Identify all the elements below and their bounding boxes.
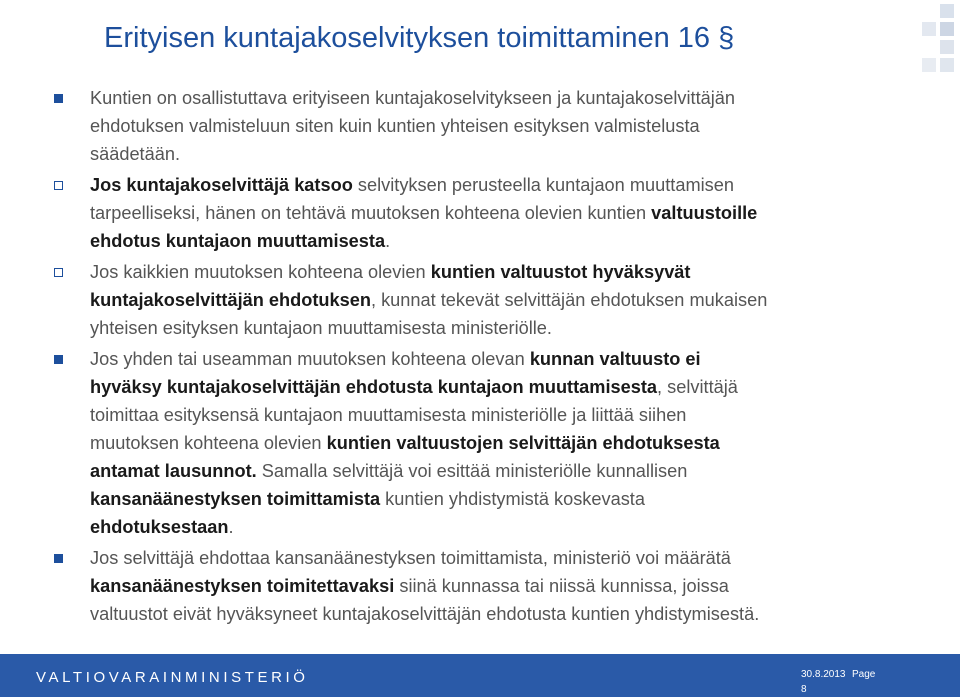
bold-text: kuntajakoselvittäjän ehdotuksen [90,290,371,310]
footer-date: 30.8.2013 [801,669,846,680]
text-segment: , selvittäjä [657,377,738,397]
bullet-line [90,258,932,286]
bullet-line [90,140,932,168]
text-segment: toimittaa esityksensä kuntajaon muuttamisesta ministeriölle ja liittää siihen [90,405,687,425]
text-segment: valtuustot eivät hyväksyneet kuntajakoselvittäjän ehdotusta kuntien yhdistymisestä. [90,604,760,624]
text-segment: Jos yhden tai useamman muutoksen kohteena olevan [90,349,530,369]
text-segment: kuntien yhdistymistä koskevasta [380,489,645,509]
text-segment: Samalla selvittäjä voi esittää ministeriölle kunnallisen [256,461,688,481]
bold-text: kunnan valtuusto ei [529,349,701,369]
bullet-line [90,572,932,600]
square-bullet-icon [54,554,63,563]
square-bullet-icon [54,268,63,277]
text-segment: , kunnat tekevät selvittäjän ehdotuksen mukaisen [370,290,768,310]
bullet-line [90,286,932,314]
text-segment: . [385,231,391,251]
text-segment: selvityksen perusteella kuntajaon muuttamisen [352,175,734,195]
text-segment: siinä kunnassa tai niissä kunnissa, joissa [394,576,729,596]
bullet-line [90,199,932,227]
footer-page-number: 8 [801,684,807,695]
bold-text: kuntien valtuustot hyväksyvät [430,262,691,282]
text-segment: yhteisen esityksen kuntajaon muuttamisesta ministeriölle. [90,318,552,338]
text-segment: . [228,517,234,537]
bullet-line [90,314,932,342]
bullet-item [52,258,932,342]
bullet-line [90,227,932,255]
square-bullet-icon [54,94,63,103]
footer-bar [0,654,960,697]
bullet-line [90,513,932,541]
bullet-item [52,84,932,168]
bold-text: kuntien valtuustojen selvittäjän ehdotuksesta [326,433,720,453]
bullet-line [90,373,932,401]
bullet-line [90,112,932,140]
text-segment: ehdotuksen valmisteluun siten kuin kuntien yhteisen esityksen valmistelusta [90,116,700,136]
bold-text: valtuustoille [651,203,758,223]
text-segment: säädetään. [90,144,181,164]
bullet-item [52,544,932,628]
slide-title: Erityisen kuntajakoselvityksen toimittaminen 16 § [104,22,735,54]
square-bullet-icon [54,355,63,364]
bold-text: ehdotus kuntajaon muuttamisesta [90,231,386,251]
bullet-list [52,84,932,631]
square-bullet-icon [54,181,63,190]
text-segment: Jos selvittäjä ehdottaa kansanäänestyksen toimittamista, ministeriö voi määrätä [90,548,731,568]
text-segment: tarpeelliseksi, hänen on tehtävä muutoksen kohteena olevien kuntien [90,203,652,223]
footer-page-label: Page [852,669,876,680]
bullet-line [90,429,932,457]
bullet-line [90,171,932,199]
bullet-line [90,544,932,572]
bullet-line [90,401,932,429]
bold-text: antamat lausunnot. [90,461,257,481]
bullet-item [52,171,932,255]
bullet-line [90,600,932,628]
bold-text: kansanäänestyksen toimitettavaksi [90,576,395,596]
decorative-squares-icon [900,0,960,90]
bold-text: Jos kuntajakoselvittäjä katsoo [90,175,353,195]
bold-text: hyväksy kuntajakoselvittäjän ehdotusta kuntajaon muuttamisesta [90,377,658,397]
ministry-logo: VALTIOVARAINMINISTERIÖ [36,669,309,686]
bullet-line [90,345,932,373]
text-segment: Jos kaikkien muutoksen kohteena olevien [90,262,431,282]
text-segment: Kuntien on osallistuttava erityiseen kuntajakoselvitykseen ja kuntajakoselvittäjän [90,88,736,108]
bullet-line [90,485,932,513]
bold-text: kansanäänestyksen toimittamista [90,489,381,509]
bullet-line [90,84,932,112]
bullet-line [90,457,932,485]
text-segment: muutoksen kohteena olevien [90,433,327,453]
bold-text: ehdotuksestaan [90,517,229,537]
bullet-item [52,345,932,541]
